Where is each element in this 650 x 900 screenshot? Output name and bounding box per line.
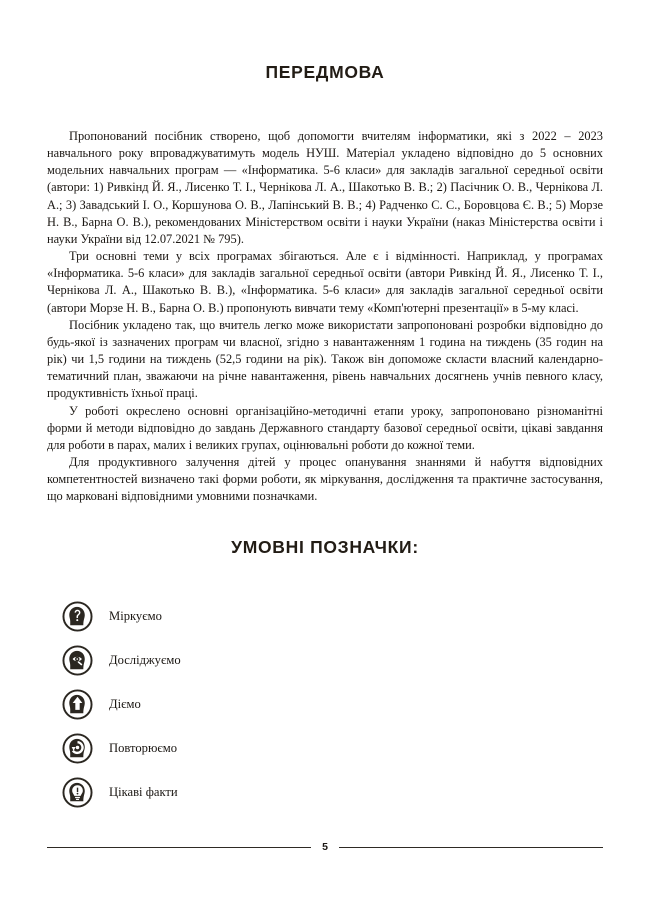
head-up-arrow-icon — [62, 689, 93, 720]
page-title: ПЕРЕДМОВА — [265, 62, 385, 82]
paragraph: Пропонований посібник створено, щоб допомогти вчителям інформатики, які з 2022 – 2023 навчального року впроваджуватимуть модель НУШ. Матеріал укладено відповідно до 5 основних модельних навчальних програм — «Інформатика. 5-6 класи» для закладів загальної середньої освіти (автори: 1) Ривкінд Й. Я., Лисенко Т. І., Чернікова Л. А., Шакотько В. В.; 2) Пасічник О. В., Чернікова Л. А.; 3) Завадський І. О., Коршунова О. В., Лапінський В. В.; 4) Радченко С. С., Боровцова Є. В.; 5) Морзе Н. В., Барна О. В.), рекомендованих Міністерством освіти і науки України (наказ Міністерства освіти і науки України від 12.07.2021 № 795). — [47, 129, 603, 246]
footer-rule-right — [339, 847, 603, 848]
paragraph: Посібник укладено так, що вчитель легко може використати запропоновані розробки відповідно до будь-якої із зазначених програм чи власної, згідно з навантаженням 1 година на тиждень (35 годин на рік) чи 1,5 години на тиждень (52,5 години на рік). Також він допоможе скласти власний календарно-тематичний план, зважаючи на річне навантаження, рівень навчальних досягнень учнів певного класу, продуктивність їхньої праці. — [47, 317, 603, 401]
legend-item-label: Повторюємо — [109, 740, 178, 755]
head-eye-magnifier-icon — [62, 645, 93, 676]
paragraph: Для продуктивного залучення дітей у процес опанування знаннями й набуття відповідних компетентностей визначено такі форми роботи, як міркування, дослідження та практичне застосування, що марковані відповідними умовними позначками. — [47, 454, 603, 504]
head-question-mark-icon — [62, 601, 93, 632]
legend-item-label: Діємо — [109, 696, 141, 711]
list-item — [62, 726, 482, 770]
page-number: 5 — [322, 841, 328, 853]
legend-item-label: Цікаві факти — [109, 784, 178, 799]
paragraph: Три основні теми у всіх програмах збігаються. Але є і відмінності. Наприклад, у програмах «Інформатика. 5-6 класи» для закладів загальної середньої освіти (автори Ривкінд Й. Я., Лисенко Т. І., Чернікова Л. А., Шакотько В. В.), «Інформатика. 5-6 класи» для закладів загальної середньої освіти (автори Морзе Н. В., Барна О. В.) пропонують вивчати тему «Комп'ютерні презентації» в 5-му класі. — [47, 249, 603, 315]
list-item — [62, 594, 482, 638]
list-item — [62, 682, 482, 726]
list-item — [62, 638, 482, 682]
list-item — [62, 770, 482, 814]
head-lightbulb-icon — [62, 777, 93, 808]
paragraph: У роботі окреслено основні організаційно-методичні етапи уроку, запропоновано різноманітні форми й методи відповідно до завдань Державного стандарту базової середньої освіти, цікаві завдання для роботи в парах, малих і великих групах, оцінювальні роботи до кожної теми. — [47, 403, 603, 452]
legend-item-label: Досліджуємо — [109, 652, 181, 667]
legend-list — [62, 594, 482, 814]
preface-body — [47, 128, 603, 505]
legend-item-label: Міркуємо — [109, 608, 162, 623]
head-refresh-arrow-icon — [62, 733, 93, 764]
footer-rule-left — [47, 847, 311, 848]
page-footer — [47, 842, 603, 853]
legend-section-title: УМОВНІ ПОЗНАЧКИ: — [231, 537, 419, 557]
